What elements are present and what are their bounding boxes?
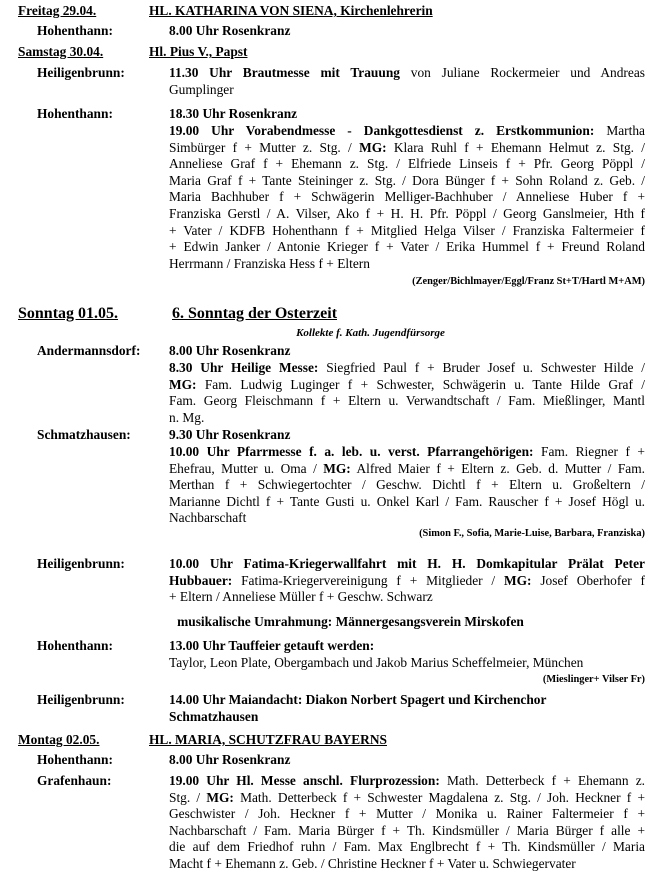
text-line: + Vater / KDFB Hohenthann f + Mitglied Helga Vilser / Franziska Faltermeier f (169, 222, 645, 238)
text-line: Fam. Georg Fleischmann f + Eltern u. Verwandtschaft / Fam. Mießlinger, Mantl (169, 393, 645, 409)
day-heading-saturday (18, 44, 247, 61)
text-line: Anneliese Graf f + Ehemann z. Stg. / Elfriede Linseis f + Pfr. Georg Pöppl / (169, 156, 645, 172)
service-entry: 8.00 Uhr Rosenkranz (169, 23, 291, 38)
place-label: Heiligenbrunn: (37, 556, 125, 571)
day-title: 6. Sonntag der Osterzeit (172, 305, 338, 322)
day-date: Montag 02.05. (18, 732, 100, 747)
text-line: Taylor, Leon Plate, Obergambach und Jakob Marius Scheffelmeier, München (169, 654, 584, 670)
place-label: Hohenthann: (37, 106, 113, 121)
service-entry: 8.00 Uhr Rosenkranz (169, 752, 291, 767)
service-entry-pfarrmesse (169, 444, 645, 527)
service-entry: 18.30 Uhr Rosenkranz (169, 106, 298, 121)
text-line: 19.00 Uhr Vorabendmesse - Dankgottesdienst z. Erstkommunion: Martha (169, 123, 645, 138)
service-entry: 8.00 Uhr Rosenkranz (169, 343, 291, 358)
day-title: Hl. Pius V., Papst (149, 44, 248, 59)
day-date: Sonntag 01.05. (18, 305, 119, 322)
text-line: Simbürger f + Mutter z. Stg. / MG: Klara Ruhl f + Ehemann Helmut z. Stg. / (169, 139, 646, 155)
text-line: Marianne Dichtl f + Tante Gusti u. Onkel Karl / Fam. Rauscher f + Josef Högl u. (169, 493, 645, 509)
place-label: Heiligenbrunn: (37, 65, 125, 80)
text-line: 8.30 Uhr Heilige Messe: Siegfried Paul f + Bruder Josef u. Schwester Hilde / (169, 360, 645, 375)
service-entry: 9.30 Uhr Rosenkranz (169, 427, 291, 442)
text-line: Merthan f + Schwiegertochter / Geschw. Dichtl f + Eltern u. Großeltern / (169, 477, 645, 493)
music-note: musikalische Umrahmung: Männergesangsverein Mirskofen (177, 614, 524, 629)
service-entry (169, 65, 645, 98)
service-header: 8.30 Uhr Heilige Messe: (169, 360, 319, 375)
service-entry-maiandacht (169, 692, 645, 725)
ministranten-note: (Zenger/Bichlmayer/Eggl/Franz St+T/Hartl M+AM) (412, 276, 645, 287)
service-entry-flurprozession (169, 773, 645, 873)
service-text: von Juliane Rockermeier und Andreas Gumplinger (169, 65, 645, 97)
day-heading-monday (18, 732, 387, 749)
service-header: 19.00 Uhr Vorabendmesse - Dankgottesdienst z. Erstkommunion: (169, 123, 595, 138)
text-line: die auf dem Friedhof ruhn / Fam. Max Englbrecht f + Th. Kindsmüller / Maria (169, 839, 645, 855)
text-line: + Eltern / Anneliese Müller f + Geschw. Schwarz (169, 589, 433, 605)
text-line: Hubbauer: Fatima-Kriegervereinigung f + Mitglieder / MG: Josef Oberhofer f (169, 572, 646, 588)
place-label: Heiligenbrunn: (37, 692, 125, 707)
text-line: + Edwin Janker / Antonie Krieger f + Vater / Erika Hummel f + Freund Roland (169, 239, 645, 255)
day-heading-sunday (18, 306, 337, 323)
text-line: Nachbarschaft (169, 510, 247, 526)
place-label: Hohenthann: (37, 638, 113, 653)
kollekte-note: Kollekte f. Kath. Jugendfürsorge (296, 327, 445, 339)
text-line: n. Mg. (169, 409, 205, 425)
ministranten-note: (Mieslinger+ Vilser Fr) (542, 674, 645, 685)
service-header: 10.00 Uhr Pfarrmesse f. a. leb. u. verst. Pfarrangehörigen: (169, 444, 534, 459)
service-header: Schmatzhausen (169, 708, 259, 724)
service-header: 11.30 Uhr Brautmesse mit Trauung (169, 65, 400, 80)
ministranten-note: (Simon F., Sofia, Marie-Luise, Barbara, Franziska) (419, 528, 645, 539)
day-date: Samstag 30.04. (18, 44, 104, 59)
service-entry-fatima (169, 556, 645, 606)
text-line: Herrmann / Franziska Hess f + Eltern (169, 255, 370, 271)
text-line: Maria Bachhuber f + Schwägerin Melliger-Bachhuber / Anneliese Huber f + (169, 189, 645, 205)
service-entry-heilige-messe (169, 360, 645, 426)
text-line: Franziska Gerstl / A. Vilser, Ako f + H. H. Pfr. Pöppl / Georg Ganslmeier, Hth f (169, 205, 645, 221)
day-date: Freitag 29.04. (18, 3, 97, 18)
service-entry-tauffeier (169, 638, 645, 671)
service-header: 10.00 Uhr Fatima-Kriegerwallfahrt mit H. H. Domkapitular Prälat Peter (169, 556, 645, 571)
service-entry-vorabendmesse (169, 123, 645, 272)
service-header: 19.00 Uhr Hl. Messe anschl. Flurprozession: (169, 773, 440, 788)
place-label: Andermannsdorf: (37, 343, 141, 358)
text-line: Macht f + Ehemann z. Geb. / Christine Heckner f + Vater u. Schwiegervater (169, 855, 576, 871)
text-line: Geschwister / Joh. Heckner f + Mutter / Monika u. Rainer Faltermeier f + (169, 806, 645, 822)
place-label: Grafenhaun: (37, 773, 112, 788)
day-heading-friday (18, 3, 433, 20)
text-line: 19.00 Uhr Hl. Messe anschl. Flurprozession: Math. Detterbeck f + Ehemann z. (169, 773, 645, 788)
text-line: MG: Fam. Ludwig Luginger f + Schwester, Schwägerin u. Tante Hilde Graf / (169, 376, 645, 392)
text-line: Stg. / MG: Math. Detterbeck f + Schwester Magdalena z. Stg. / Joh. Heckner f + (169, 789, 645, 805)
text-line: Nachbarschaft / Fam. Maria Bürger f + Th. Kindsmüller / Maria Bürger f alle + (169, 822, 645, 838)
text-line: Ehefrau, Mutter u. Oma / MG: Alfred Maier f + Eltern z. Geb. d. Mutter / Fam. (169, 460, 646, 476)
service-header: 14.00 Uhr Maiandacht: Diakon Norbert Spagert und Kirchenchor (169, 692, 547, 707)
place-label: Hohenthann: (37, 752, 113, 767)
day-title: HL. MARIA, SCHUTZFRAU BAYERNS (149, 732, 387, 747)
service-header: 13.00 Uhr Tauffeier getauft werden: (169, 638, 375, 653)
text-line: 10.00 Uhr Pfarrmesse f. a. leb. u. verst. Pfarrangehörigen: Fam. Riegner f + (169, 444, 645, 459)
day-title: HL. KATHARINA VON SIENA, Kirchenlehrerin (149, 3, 433, 18)
text-line: Maria Graf f + Tante Steininger z. Stg. / Dora Bünger f + Sohn Roland z. Geb. / (169, 172, 645, 188)
place-label: Schmatzhausen: (37, 427, 131, 442)
place-label: Hohenthann: (37, 23, 113, 38)
